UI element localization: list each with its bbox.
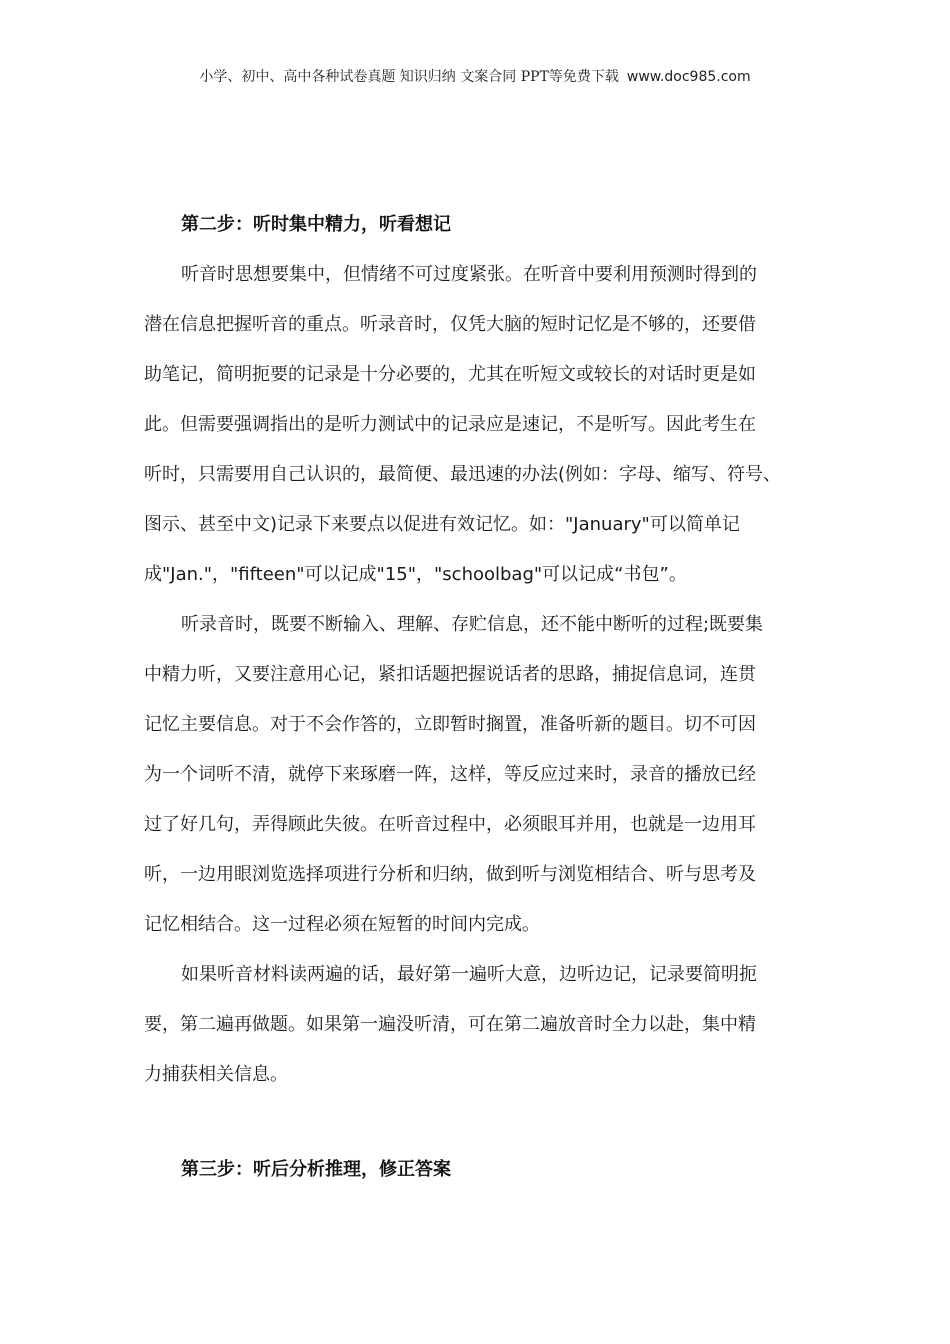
paragraph-line: 图示、甚至中文)记录下来要点以促进有效记忆。如："January"可以简单记 [144, 514, 740, 535]
paragraph-line: 过了好几句，弄得顾此失彼。在听音过程中，必须眼耳并用，也就是一边用耳 [144, 814, 756, 835]
paragraph-line: 此。但需要强调指出的是听力测试中的记录应是速记，不是听写。因此考生在 [144, 414, 756, 435]
section-spacer [144, 1100, 824, 1145]
paragraph-line: 为一个词听不清，就停下来琢磨一阵，这样，等反应过来时，录音的播放已经 [144, 764, 756, 785]
paragraph-line: 记忆主要信息。对于不会作答的，立即暂时搁置，准备听新的题目。切不可因 [144, 714, 756, 735]
paragraph-line: 中精力听，又要注意用心记，紧扣话题把握说话者的思路，捕捉信息词，连贯 [144, 664, 756, 685]
header-url: www.doc985.com [626, 69, 751, 85]
paragraph-line: 助笔记，简明扼要的记录是十分必要的，尤其在听短文或较长的对话时更是如 [144, 364, 756, 385]
section-heading-step3: 第三步：听后分析推理，修正答案 [181, 1159, 451, 1180]
paragraph-line: 听，一边用眼浏览选择项进行分析和归纳，做到听与浏览相结合、听与思考及 [144, 864, 756, 885]
section-heading-step2: 第二步：听时集中精力，听看想记 [181, 214, 451, 235]
paragraph-1 [144, 250, 824, 600]
paragraph-line: 听音时思想要集中，但情绪不可过度紧张。在听音中要利用预测时得到的 [181, 264, 757, 285]
page-header [0, 66, 950, 86]
header-text: 小学、初中、高中各种试卷真题 知识归纳 文案合同 PPT等免费下载 [199, 69, 619, 85]
paragraph-line: 潜在信息把握听音的重点。听录音时，仅凭大脑的短时记忆是不够的，还要借 [144, 314, 756, 335]
paragraph-2 [144, 600, 824, 950]
paragraph-line: 听录音时，既要不断输入、理解、存贮信息，还不能中断听的过程;既要集 [181, 614, 764, 635]
paragraph-line: 要，第二遍再做题。如果第一遍没听清，可在第二遍放音时全力以赴，集中精 [144, 1014, 756, 1035]
paragraph-line: 如果听音材料读两遍的话，最好第一遍听大意，边听边记，记录要简明扼 [181, 964, 757, 985]
document-body [144, 200, 824, 1195]
paragraph-line: 听时，只需要用自己认识的，最简便、最迅速的办法(例如：字母、缩写、符号、 [144, 464, 782, 485]
paragraph-3 [144, 950, 824, 1100]
paragraph-line: 成"Jan."，"fifteen"可以记成"15"，"schoolbag"可以记成“书包”。 [144, 564, 687, 585]
paragraph-line: 力捕获相关信息。 [144, 1064, 288, 1085]
paragraph-line: 记忆相结合。这一过程必须在短暂的时间内完成。 [144, 914, 540, 935]
